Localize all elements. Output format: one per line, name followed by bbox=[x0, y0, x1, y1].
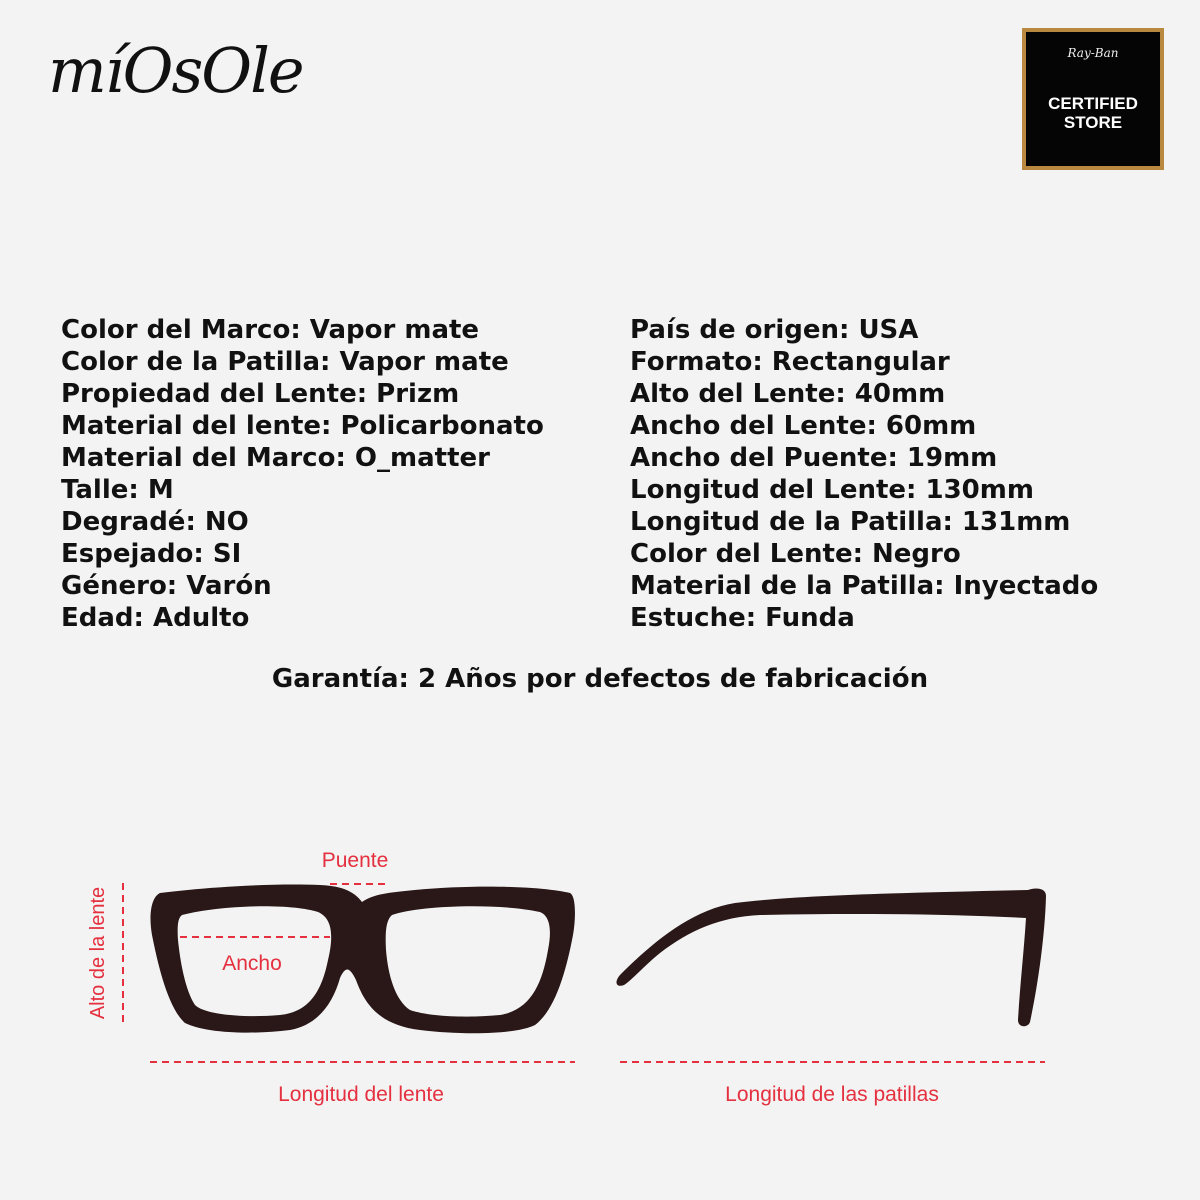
spec-age: Edad: Adulto bbox=[61, 603, 250, 633]
label-width: Ancho bbox=[222, 952, 282, 975]
spec-frame-material: Material del Marco: O_matter bbox=[61, 443, 490, 473]
warranty-text: Garantía: 2 Años por defectos de fabricación bbox=[271, 664, 929, 694]
spec-lens-color: Color del Lente: Negro bbox=[630, 539, 961, 569]
label-lens-length: Longitud del lente bbox=[278, 1083, 444, 1106]
spec-gradient: Degradé: NO bbox=[61, 507, 249, 537]
glasses-side-view bbox=[617, 888, 1046, 1106]
spec-temple-color: Color de la Patilla: Vapor mate bbox=[61, 347, 509, 377]
spec-case: Estuche: Funda bbox=[630, 603, 855, 633]
front-frame bbox=[151, 885, 575, 1034]
spec-mirrored: Espejado: SI bbox=[61, 539, 242, 569]
label-height: Alto de la lente bbox=[87, 886, 109, 1020]
spec-gender: Género: Varón bbox=[61, 571, 272, 601]
badge-line-store: STORE bbox=[1063, 113, 1123, 132]
spec-bridge-width: Ancho del Puente: 19mm bbox=[630, 443, 998, 473]
spec-temple-length: Longitud de la Patilla: 131mm bbox=[630, 507, 1071, 537]
spec-size: Talle: M bbox=[61, 475, 174, 505]
badge-line-certified: CERTIFIED bbox=[1048, 94, 1138, 113]
spec-lens-length: Longitud del Lente: 130mm bbox=[630, 475, 1034, 505]
spec-country: País de origen: USA bbox=[630, 315, 919, 345]
ray-ban-logo: Ray-Ban bbox=[1067, 46, 1119, 60]
spec-lens-material: Material del lente: Policarbonato bbox=[61, 411, 544, 441]
spec-lens-height: Alto del Lente: 40mm bbox=[630, 379, 946, 409]
spec-temple-material: Material de la Patilla: Inyectado bbox=[630, 571, 1099, 601]
label-bridge: Puente bbox=[321, 849, 389, 872]
glasses-front-view bbox=[87, 849, 575, 1106]
spec-lens-width: Ancho del Lente: 60mm bbox=[630, 411, 977, 441]
temple-arm bbox=[617, 888, 1046, 1026]
brand-logo: míOsOle bbox=[48, 34, 303, 107]
label-temple-length: Longitud de las patillas bbox=[725, 1083, 939, 1106]
spec-lens-property: Propiedad del Lente: Prizm bbox=[61, 379, 460, 409]
spec-format: Formato: Rectangular bbox=[630, 347, 950, 377]
spec-frame-color: Color del Marco: Vapor mate bbox=[61, 315, 480, 345]
